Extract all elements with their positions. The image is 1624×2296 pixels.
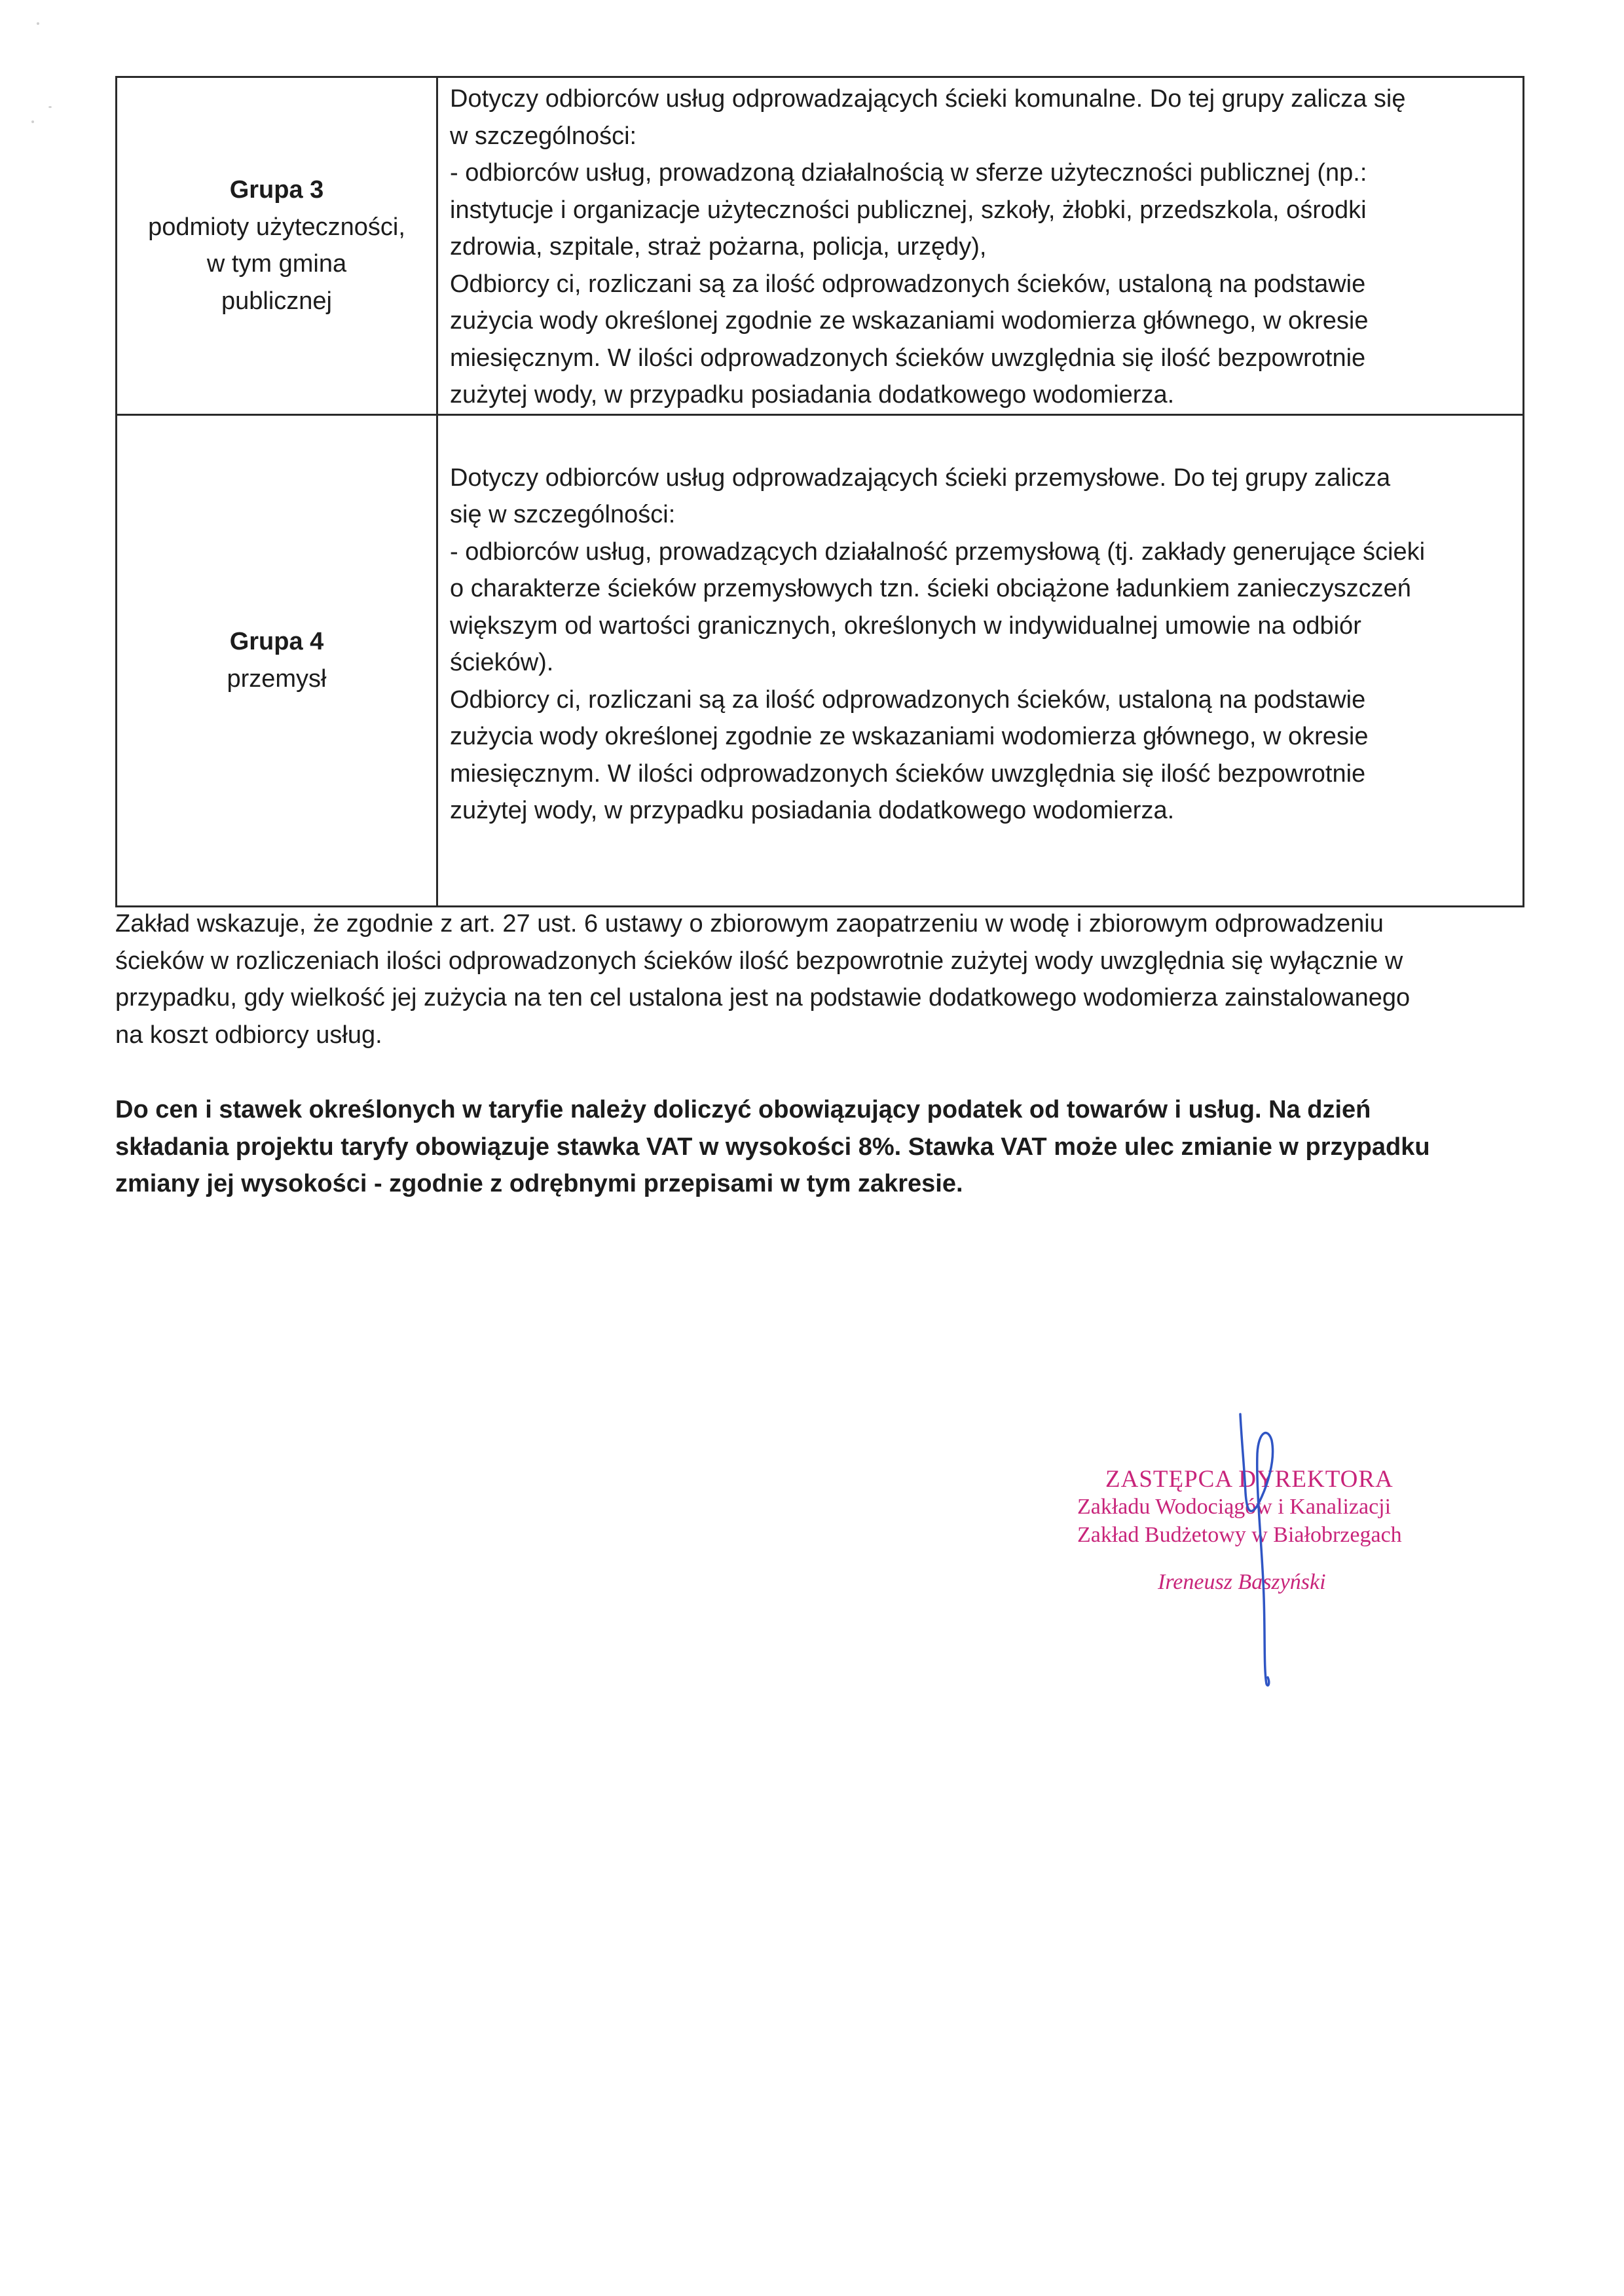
stamp-line: Zakładu Wodociągów i Kanalizacji bbox=[1077, 1495, 1392, 1519]
group-subtitle-line: podmioty użyteczności, bbox=[148, 213, 405, 241]
group-title: Grupa 3 bbox=[229, 176, 324, 204]
paragraph-line: zmiany jej wysokości - zgodnie z odrębnymi przepisami w tym zakresie. bbox=[115, 1170, 963, 1197]
paragraph-line: przypadku, gdy wielkość jej zużycia na ten cel ustalona jest na podstawie dodatkowego wodomierza zainstalowanego bbox=[115, 984, 1411, 1011]
wastewater-settlement-paragraph bbox=[115, 905, 1543, 1053]
group-title: Grupa 4 bbox=[229, 628, 324, 655]
description-line: zużycia wody określonej zgodnie ze wskazaniami wodomierza głównego, w okresie bbox=[450, 307, 1369, 335]
description-line: zużytej wody, w przypadku posiadania dodatkowego wodomierza. bbox=[450, 797, 1175, 824]
vat-notice-paragraph bbox=[115, 1091, 1543, 1203]
paragraph-line: na koszt odbiorcy usług. bbox=[115, 1021, 382, 1049]
description-line: zużytej wody, w przypadku posiadania dodatkowego wodomierza. bbox=[450, 381, 1175, 409]
table-row-group-4 bbox=[117, 414, 1524, 906]
scan-artifact bbox=[31, 120, 34, 123]
paragraph-line: składania projektu taryfy obowiązuje stawka VAT w wysokości 8%. Stawka VAT może ulec zmianie w przypadku bbox=[115, 1133, 1430, 1161]
stamp-line: Zakład Budżetowy w Białobrzegach bbox=[1077, 1523, 1402, 1547]
signature-stroke bbox=[1240, 1414, 1273, 1685]
description-line: Odbiorcy ci, rozliczani są za ilość odprowadzonych ścieków, ustaloną na podstawie bbox=[450, 270, 1366, 298]
scan-artifact bbox=[37, 22, 39, 25]
description-line: większym od wartości granicznych, określonych w indywidualnej umowie na odbiór bbox=[450, 611, 1361, 640]
tariff-groups-table bbox=[115, 76, 1524, 907]
description-line: - odbiorców usług, prowadzących działalność przemysłową (tj. zakłady generujące ścieki bbox=[450, 538, 1426, 566]
description-line: Dotyczy odbiorców usług odprowadzających ścieki przemysłowe. Do tej grupy zalicza bbox=[450, 464, 1391, 492]
description-line: ścieków). bbox=[450, 649, 554, 676]
description-line: Dotyczy odbiorców usług odprowadzających ścieki komunalne. Do tej grupy zalicza się bbox=[450, 85, 1406, 113]
description-line: zużycia wody określonej zgodnie ze wskazaniami wodomierza głównego, w okresie bbox=[450, 723, 1369, 750]
scan-artifact bbox=[48, 106, 52, 108]
description-line: instytucje i organizacje użyteczności publicznej, szkoły, żłobki, przedszkola, ośrodki bbox=[450, 196, 1367, 224]
description-line: miesięcznym. W ilości odprowadzonych ścieków uwzględnia się ilość bezpowrotnie bbox=[450, 344, 1366, 372]
group-cell bbox=[117, 414, 437, 906]
group-subtitle-line: w tym gmina bbox=[206, 250, 347, 278]
description-line: w szczególności: bbox=[450, 122, 637, 150]
description-line: Odbiorcy ci, rozliczani są za ilość odprowadzonych ścieków, ustaloną na podstawie bbox=[450, 685, 1366, 714]
paragraph-line: ścieków w rozliczeniach ilości odprowadzonych ścieków ilość bezpowrotnie zużytej wody uwzględnia się wyłącznie w bbox=[115, 947, 1403, 975]
table-row-group-3 bbox=[117, 77, 1524, 415]
paragraph-line: Zakład wskazuje, że zgodnie z art. 27 ust. 6 ustawy o zbiorowym zaopatrzeniu w wodę i zbiorowym odprowadzeniu bbox=[115, 910, 1384, 938]
handwritten-signature bbox=[1211, 1401, 1329, 1689]
description-cell bbox=[437, 414, 1524, 906]
stamp-name: Ireneusz Baszyński bbox=[1158, 1570, 1326, 1594]
description-line: o charakterze ścieków przemysłowych tzn. ścieki obciążone ładunkiem zanieczyszczeń bbox=[450, 575, 1411, 602]
paragraph-line: Do cen i stawek określonych w taryfie należy doliczyć obowiązujący podatek od towarów i usług. Na dzień bbox=[115, 1096, 1371, 1123]
group-subtitle-line: publicznej bbox=[221, 287, 332, 315]
group-cell bbox=[117, 77, 437, 415]
description-line: miesięcznym. W ilości odprowadzonych ścieków uwzględnia się ilość bezpowrotnie bbox=[450, 759, 1366, 788]
group-subtitle-line: przemysł bbox=[227, 665, 327, 693]
stamp-title: ZASTĘPCA DYREKTORA bbox=[1105, 1466, 1393, 1493]
description-line: - odbiorców usług, prowadzoną działalnością w sferze użyteczności publicznej (np.: bbox=[450, 159, 1367, 187]
description-line: się w szczególności: bbox=[450, 501, 676, 528]
description-line: zdrowia, szpitale, straż pożarna, policja, urzędy), bbox=[450, 233, 987, 261]
description-cell bbox=[437, 77, 1524, 415]
